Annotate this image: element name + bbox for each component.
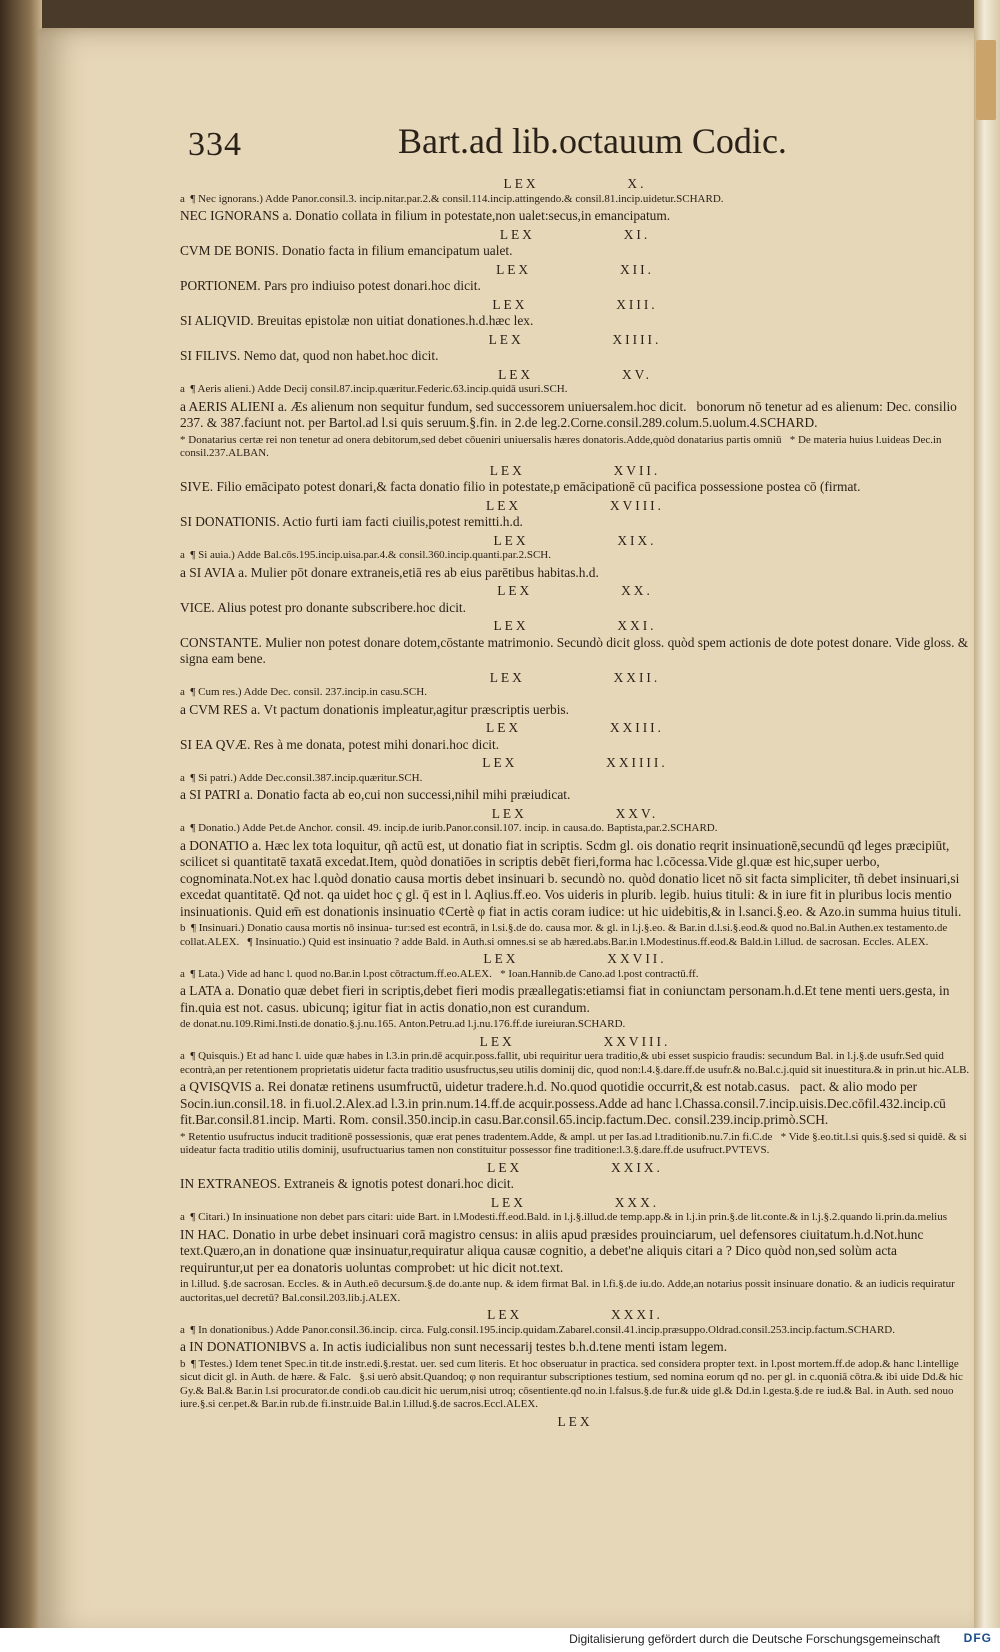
- marginal-note: a ¶ Citari.) In insinuatione non debet pars citari: uide Bart. in l.Modesti.ff.eod.Bald. in l.j.§.illud.de temp.app.& in l.j.in prin.§.de lit.conte.& in l.j.§.2.quando li.prin.da.melius: [180, 1211, 948, 1223]
- text-line: a SI AVIA a. Mulier pōt donare extraneis,etiā res ab eius parētibus habitas.h.d.: [180, 564, 599, 580]
- text-line: a CVM RES a. Vt pactum donationis impleatur,agitur præscriptis uerbis.: [180, 701, 569, 717]
- marginal-note: a ¶ Si auia.) Adde Bal.cōs.195.incip.uisa.par.4.& consil.360.incip.quanti.par.2.SCH.: [180, 549, 551, 561]
- text-line: a LATA a. Donatio quæ debet fieri in scriptis,debet fieri modis præallegatis:etiamsi fiat in coniunctam personam.h.d.Et tene menti uers.gesta, in fin.quia est not. casus. ubicunq; igitur fiat in actis donatio,non est curandum.: [180, 983, 953, 1015]
- lex-heading: LEX XXX.: [490, 1194, 660, 1210]
- text-line: SI DONATIONIS. Actio furti iam facti ciuilis,potest remitti.h.d.: [180, 514, 523, 529]
- running-title: Bart.ad lib.octauum Codic.: [398, 121, 787, 161]
- lex-heading: LEX XXIX.: [487, 1159, 663, 1175]
- digitization-footer: [0, 1628, 1000, 1652]
- lex-heading: LEX XXXI.: [487, 1307, 663, 1322]
- lex-heading: LEX: [557, 1413, 593, 1429]
- marginal-note: de donat.nu.109.Rimi.Insti.de donatio.§.j.nu.165. Anton.Petru.ad l.j.nu.176.ff.de iureiuran.SCHARD.: [180, 1018, 626, 1030]
- lex-heading: LEX X.: [503, 176, 647, 191]
- text-line: NEC IGNORANS a. Donatio collata in filium in potestate,non ualet:secus,in emancipatum.: [180, 208, 671, 223]
- text-line: IN HAC. Donatio in urbe debet insinuari corā magistro census: in aliis apud præsides prouinciarum, uel defensores ciuitatum.h.d.Not.hunc text.Quæro,an in donatione quæ insinuatur,requiratur aliqua causæ cognitio, a debet'ne aliquis citari a ? Dico quòd non,sed solùm acta requiruntur,ut per ea donatoris uoluntas comprobet: ut hic dicit not.text.: [180, 1226, 927, 1275]
- page-body: [180, 176, 970, 1596]
- bookmark-tab: [976, 40, 996, 120]
- lex-heading: LEX XIIII.: [488, 331, 662, 347]
- text-line: SI ALIQVID. Breuitas epistolæ non uitiat donationes.h.d.hæc lex.: [180, 313, 534, 328]
- lex-heading: LEX XVIII.: [486, 497, 664, 513]
- lex-heading: LEX XVII.: [489, 462, 661, 478]
- text-line: SIVE. Filio emācipato potest donari,& facta donatio filio in potestate,p emācipationē cū pacifica possessione postea cō (firmat.: [180, 479, 861, 494]
- lex-heading: LEX XIX.: [493, 532, 657, 548]
- marginal-note: a ¶ Lata.) Vide ad hanc l. quod no.Bar.in l.post cōtractum.ff.eo.ALEX. * Ioan.Hannib.de Cano.ad l.post contractū.ff.: [180, 967, 699, 980]
- marginal-note: b ¶ Testes.) Idem tenet Spec.in tit.de instr.edi.§.restat. uer. sed cum literis. Et hoc obseruatur in practica. sed considera propter text. in l.post mortem.ff.de adop.& hanc l.intellige sicut dicit gl. in Auth. de hære. & Falc. §.si uerò absit.Quandoq; φ non requirantur subscriptiones testium, sed nomina eorum qđ no. per gl. in c.quoniā cōtra.& ibi uide Dd.& hic Gy.& Bal.& Bar.in l.si procurator.de condi.ob cau.dicit hic uerum,nisi utroq; cōsentiente.qđ no.in l.falsus.§.de fur.& uide gl.& Dd.in l.gesta.§.de re iud.& Bal. in Auth. sed nouo iure.§.si cer.pet.& Bar.in rub.de fi.instr.uide Bal.in l.illud.§.de sacros.Eccl.ALEX.: [180, 1357, 966, 1410]
- lex-heading: LEX XXIII.: [486, 720, 664, 735]
- page-number: 334: [188, 126, 242, 163]
- text-line: VICE. Alius potest pro donante subscribere.hoc dicit.: [180, 599, 466, 615]
- lex-heading: LEX XV.: [498, 366, 652, 382]
- marginal-note: a ¶ Cum res.) Adde Dec. consil. 237.incip.in casu.SCH.: [180, 686, 427, 698]
- book-page: [38, 28, 986, 1640]
- marginal-note: * Retentio usufructus inducit traditionē possessionis, quæ erat penes tradentem.Adde, & ampl. ut per Ias.ad l.traditionib.nu.7.in fi.C.de * Vide §.eo.tit.l.si quis.§.sed si quidē. & si uideatur facta traditio utilis dominij, usufructuarius tamen non constituitur possessor fine traditione:l.3.§.dare.ff.de usufruct.PVTEVS.: [180, 1130, 970, 1156]
- marginal-note: in l.illud. §.de sacrosan. Eccles. & in Auth.eō decursum.§.de do.ante nup. & idem firmat Bal. in l.fi.§.de iu.do. Adde,an notarius possit insinuare donatio. & an iudicis requiratur auctoritas,uel decretū? Bal.consil.203.lib.j.ALEX.: [180, 1278, 958, 1304]
- lex-heading: LEX XII.: [496, 261, 654, 277]
- lex-heading: LEX XXII.: [489, 669, 661, 685]
- lex-heading: LEX XX.: [497, 583, 653, 598]
- text-line: SI EA QVÆ. Res à me donata, potest mihi donari.hoc dicit.: [180, 736, 500, 752]
- lex-heading: LEX XXVIII.: [479, 1033, 671, 1049]
- marginal-note: * Donatarius certæ rei non tenetur ad onera debitorum,sed debet cōueniri uniuersalis hæres donatoris.Adde,quòd donatarius partis omniū * De materia huius l.uideas Dec.in consil.237.ALBAN.: [180, 433, 945, 459]
- text-line: IN EXTRANEOS. Extraneis & ignotis potest donari.hoc dicit.: [180, 1176, 514, 1191]
- page-header: [188, 120, 958, 172]
- marginal-note: a ¶ Quisquis.) Et ad hanc l. uide quæ habes in l.3.in prin.dē acquir.poss.fallit, ubi requiritur uera traditio,& ubi esset suspicio fraudis: secundum Bal. in l.j.§.de usufr.Sed quid econtrà,an per retentionem proprietatis uidetur facta traditio ususfructus,seu utilis dominij dic, quod non:l.4.§.dare.ff.de usufr.& no.Bal.c.j.quid sit inuestitura.& in prin.ut hic.ALB.: [180, 1050, 970, 1076]
- text-line: SI FILIVS. Nemo dat, quod non habet.hoc dicit.: [180, 348, 439, 363]
- marginal-note: a ¶ Nec ignorans.) Adde Panor.consil.3. incip.nitar.par.2.& consil.114.incip.attingendo.& consil.81.incip.uidetur.SCHARD.: [180, 192, 724, 205]
- funding-notice: Digitalisierung gefördert durch die Deutsche Forschungsgemeinschaft: [569, 1632, 940, 1646]
- marginal-note: a ¶ Aeris alieni.) Adde Decij consil.87.incip.quæritur.Federic.63.incip.quidā usuri.SCH.: [180, 383, 568, 395]
- marginal-note: a ¶ Si patri.) Adde Dec.consil.387.incip.quæritur.SCH.: [180, 771, 423, 784]
- lex-heading: LEX XIII.: [492, 296, 658, 312]
- text-line: PORTIONEM. Pars pro indiuiso potest donari.hoc dicit.: [180, 278, 481, 293]
- text-line: CONSTANTE. Mulier non potest donare dotem,cōstante matrimonio. Secundò dicit gloss. quòd spem actionis de dote potest donare. Vide gloss. & signa eam bene.: [180, 634, 972, 666]
- text-line: a AERIS ALIENI a. Æs alienum non sequitur fundum, sed successorem uniuersalem.hoc dicit. bonorum nō tenetur ad es alienum: Dec. consilio 237. & 387.faciunt not. per Bartol.ad l.si quis seruum.§.fin. in 2.de leg.2.Corne.consil.289.colum.5.uolum.4.SCHARD.: [180, 398, 961, 430]
- lex-heading: LEX XXI.: [493, 618, 657, 633]
- lex-heading: LEX XI.: [499, 226, 651, 242]
- page-stack-edge: [974, 0, 1000, 1652]
- lex-heading: LEX XXVII.: [483, 951, 667, 966]
- lex-heading: LEX XXIIII.: [482, 755, 668, 770]
- book-spine-edge: [0, 0, 42, 1652]
- text-line: a QVISQVIS a. Rei donatæ retinens usumfructū, uidetur tradere.h.d. No.quod quotidie occurrit,& est notab.casus. pact. & alio modo per Socin.iun.consil.18. in fi.uol.2.Alex.ad l.3.in prin.num.14.ff.de acquir.possess.Adde ad hanc l.Chassa.consil.7.incip.uisis.Dec.cōfil.432.incip.cū fit.Bar.consil.81.incip. Marti. Rom. consil.350.incip.in casu.Bar.consil.65.incip.factum.Dec. consil.239.incip.primò.SCH.: [180, 1079, 950, 1127]
- text-line: a SI PATRI a. Donatio facta ab eo,cui non successi,nihil mihi præiudicat.: [180, 787, 571, 802]
- text-line: CVM DE BONIS. Donatio facta in filium emancipatum ualet.: [180, 243, 513, 258]
- dfg-logo: DFG: [963, 1631, 992, 1645]
- text-line: a DONATIO a. Hæc lex tota loquitur, qñ actū est, ut donatio fiat in scriptis. Scdm gl. ois donatio reqrit insinuationē,secundū qđ leges præcipiūt, scilicet si quantitatē taxatā excedat.Item, quòd donatiōes in scriptis debēt fieri,forma hac l.cōcessa.Vide gl.quæ est hic,super uerbo, cognominata.Not.ex hac l.quòd donatio causa mortis debet insinuari b. secundò no. quòd donatio licet nō sit facta simpliciter, tñ debet insinuari,si excedat quantitatē. Qđ not. qa uidet hoc ç gl. q̄ est in l. Aqlius.ff.eo. Vos uideris in plurib. legib. huius tituli: & in iure fit in pluribus locis mentio insinuationis. Quid em̄ est donationis insinuatio ¢Certè φ fiat in actis coram iudice: ut hic uidebitis,& in l.sanci.§.eo. & Azo.in summa huius tituli.: [180, 837, 963, 919]
- text-line: a IN DONATIONIBVS a. In actis iudicialibus non sunt necessarij testes b.h.d.tene menti istam legem.: [180, 1339, 728, 1354]
- marginal-note: b ¶ Insinuari.) Donatio causa mortis nō insinua- tur:sed est econtrā, in l.si.§.de do. causa mor. & gl. in l.j.§.eo. & Bar.in d.l.si.§.eod.& quod no.Bal.in Authen.ex testamento.de collat.ALEX. ¶ Insinuatio.) Quid est insinuatio ? adde Bald. in Auth.si omnes.si se ab hæred.abs.Bar.in l.Modestinus.ff.eod.& Bald.in l.illud. de sacrosan. Eccles. ALEX.: [180, 922, 950, 948]
- marginal-note: a ¶ Donatio.) Adde Pet.de Anchor. consil. 49. incip.de iurib.Panor.consil.107. incip. in causa.do. Baptista,par.2.SCHARD.: [180, 822, 718, 834]
- marginal-note: a ¶ In donationibus.) Adde Panor.consil.36.incip. circa. Fulg.consil.195.incip.quidam.Zabarel.consil.41.incip.præsuppo.Oldrad.consil.253.incip.factum.SCHARD.: [180, 1323, 895, 1336]
- lex-heading: LEX XXV.: [491, 805, 659, 821]
